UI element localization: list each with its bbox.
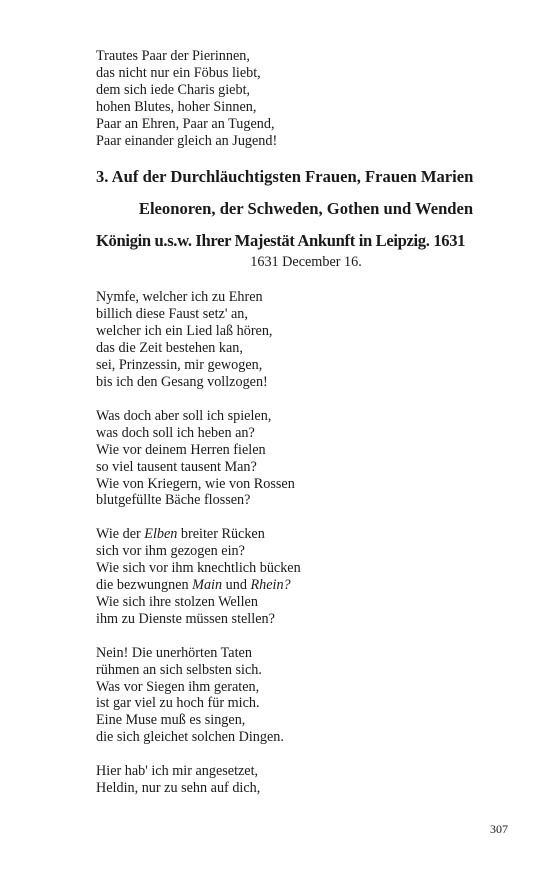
verse-line — [96, 526, 516, 543]
verse-line: das nicht nur ein Föbus liebt, — [96, 64, 261, 81]
verse-line — [96, 577, 516, 594]
heading-line-2: Eleonoren, der Schweden, Gothen und Wenden — [138, 199, 474, 219]
verse-line: Paar an Ehren, Paar an Tugend, — [96, 115, 275, 132]
verse-text: und — [222, 577, 251, 594]
verse-line: Paar einander gleich an Jugend! — [96, 132, 278, 149]
verse-line: Heldin, nur zu sehn auf dich, — [96, 780, 261, 797]
verse-line: Wie von Kriegern, wie von Rossen — [96, 475, 295, 492]
verse-line: Trautes Paar der Pierinnen, — [96, 48, 250, 64]
verse-line: Nein! Die unerhörten Taten — [96, 644, 252, 661]
verse-line: Wie sich vor ihm knechtlich bücken — [96, 560, 301, 577]
stanza-5 — [96, 763, 516, 797]
place-name-main: Main — [192, 577, 223, 594]
stanza-gap — [96, 628, 516, 645]
verse-line: hohen Blutes, hoher Sinnen, — [96, 98, 257, 115]
stanza-gap — [96, 391, 516, 408]
verse-text: breiter Rücken — [177, 526, 265, 543]
verse-line: ihm zu Dienste müssen stellen? — [96, 610, 275, 627]
heading-line-3: Königin u.s.w. Ihrer Majestät Ankunft in Leipzig. 1631 — [96, 231, 466, 251]
verse-line: was doch soll ich heben an? — [96, 424, 255, 441]
stanza-1 — [96, 289, 516, 390]
verse-line: blutgefüllte Bäche flossen? — [96, 492, 251, 509]
poem-page — [96, 48, 516, 797]
verse-line: das die Zeit bestehen kan, — [96, 340, 243, 357]
verse-line: Was vor Siegen ihm geraten, — [96, 678, 260, 695]
verse-line: Hier hab' ich mir angesetzet, — [96, 763, 259, 780]
stanza-2 — [96, 408, 516, 509]
verse-line: billich diese Faust setz' an, — [96, 306, 248, 323]
page-number: 307 — [490, 822, 508, 836]
verse-line: ist gar viel zu hoch für mich. — [96, 695, 260, 712]
stanza-0 — [96, 48, 516, 149]
stanza-4 — [96, 645, 516, 746]
verse-line: sich vor ihm gezogen ein? — [96, 543, 245, 560]
verse-text: die bezwungnen — [96, 577, 193, 594]
place-name-rhein: Rhein? — [250, 577, 291, 594]
verse-line: bis ich den Gesang vollzogen! — [96, 373, 268, 390]
heading-line-1: 3. Auf der Durchläuchtigsten Frauen, Frauen Marien — [96, 167, 474, 187]
stanza-3 — [96, 526, 516, 627]
verse-line: sei, Prinzessin, mir gewogen, — [96, 357, 263, 374]
verse-line: Eine Muse muß es singen, — [96, 712, 246, 729]
stanza-gap — [96, 509, 516, 526]
place-name-elben: Elben — [144, 526, 178, 543]
verse-line: Was doch aber soll ich spielen, — [96, 407, 272, 424]
verse-line: welcher ich ein Lied laß hören, — [96, 323, 273, 340]
verse-line: die sich gleichet solchen Dingen. — [96, 729, 284, 746]
verse-line: rühmen an sich selbsten sich. — [96, 661, 262, 678]
verse-line: Nymfe, welcher ich zu Ehren — [96, 289, 263, 306]
verse-text: Wie der — [96, 526, 145, 543]
stanza-gap — [96, 746, 516, 763]
poem-date: 1631 December 16. — [250, 254, 362, 271]
verse-line: Wie vor deinem Herren fielen — [96, 441, 266, 458]
poem-heading — [96, 166, 516, 271]
verse-line: Wie sich ihre stolzen Wellen — [96, 593, 258, 610]
verse-line: dem sich iede Charis giebt, — [96, 81, 251, 98]
verse-line: so viel tausent tausent Man? — [96, 458, 257, 475]
